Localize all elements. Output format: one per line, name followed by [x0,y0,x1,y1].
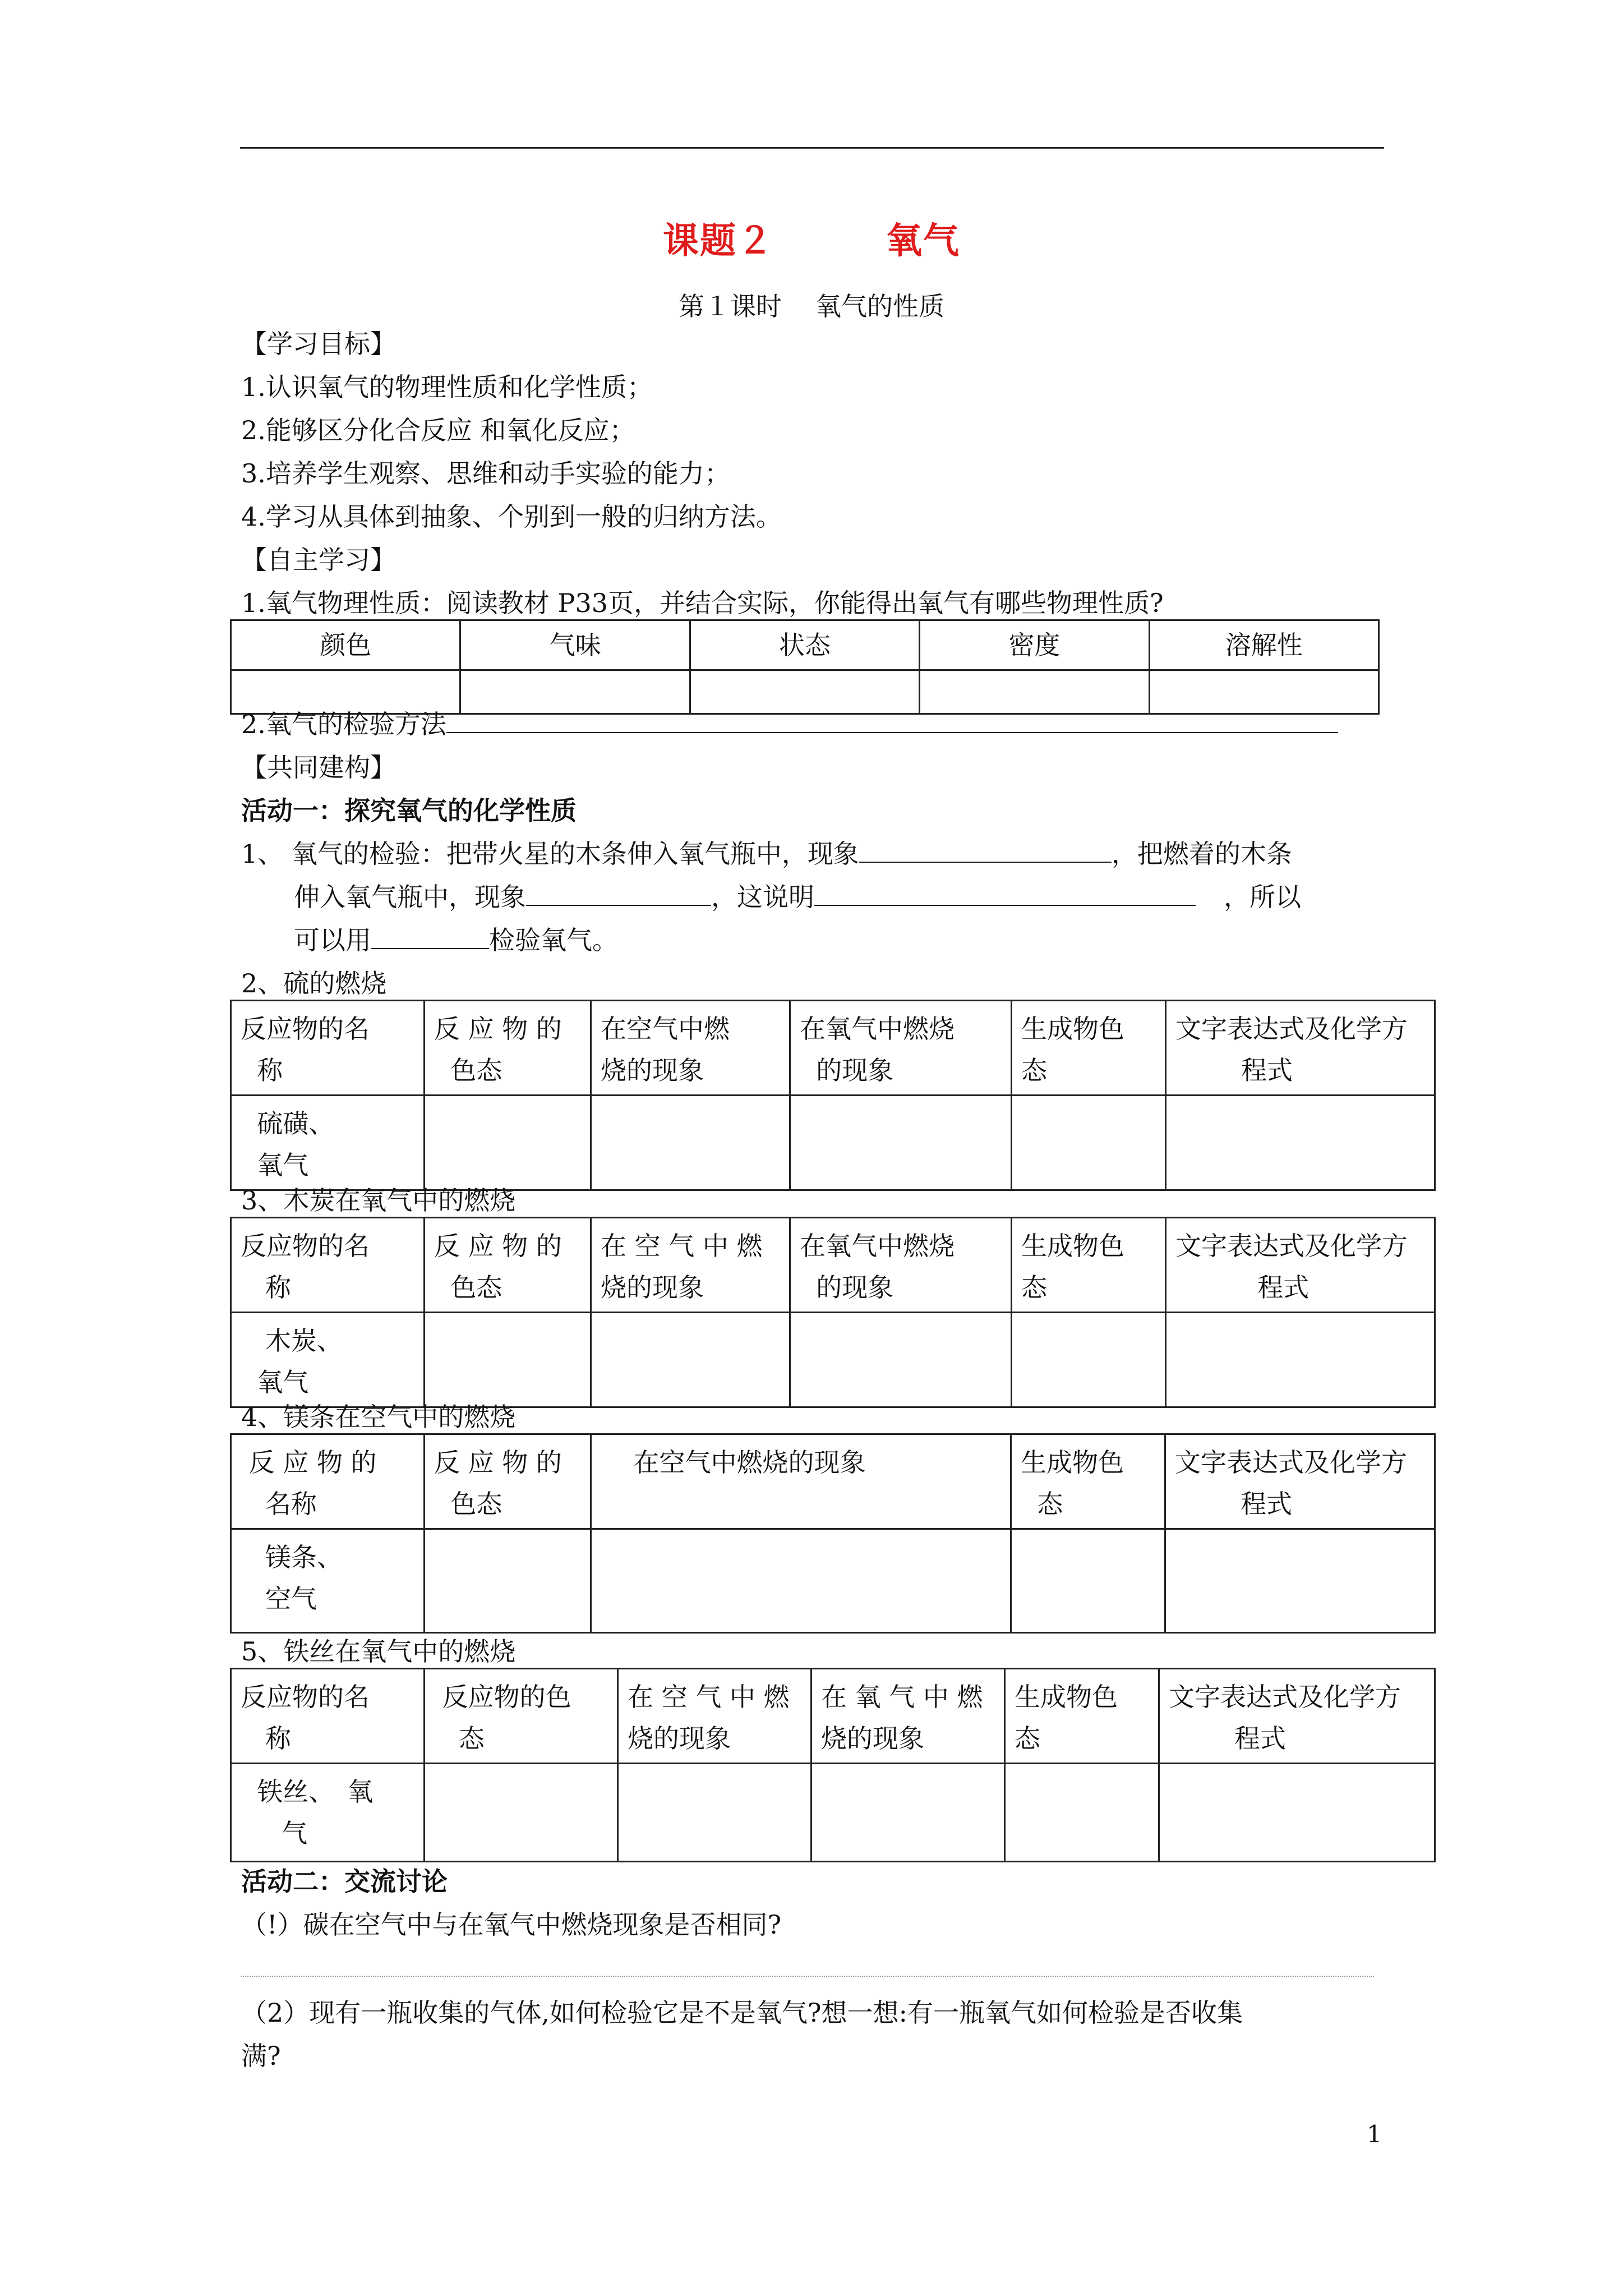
subtitle-period: 第１课时 [679,291,782,321]
th-oxygen-burning: 在 氧 气 中 燃 烧的现象 [811,1669,1005,1764]
reactant-cell: 木炭、 氧气 [231,1313,425,1407]
test-method-line [241,708,1338,740]
answer-cell[interactable] [425,1529,591,1633]
answer-cell[interactable] [790,1313,1012,1407]
q1-text: ，所以 [1224,882,1301,912]
answer-cell[interactable] [1011,1529,1165,1633]
th-product-state: 生成物色 态 [1011,1434,1165,1529]
oxygen-test-line-3 [294,924,618,956]
discussion-q2: （2）现有一瓶收集的气体,如何检验它是不是氧气?想一想:有一瓶氧气如何检验是否收集 [241,1998,1243,2028]
th-product-state: 生成物色 态 [1012,1001,1166,1096]
th-reactant-state: 反应物的色 态 [425,1669,618,1764]
answer-blank[interactable] [859,838,1112,863]
goal-item: 3.培养学生观察、思维和动手实验的能力； [241,458,730,489]
th-oxygen-burning: 在氧气中燃烧 的现象 [790,1001,1012,1096]
answer-blank[interactable] [446,708,1338,733]
header-color: 颜色 [231,620,460,670]
th-air-burning: 在 空 气 中 燃 烧的现象 [618,1669,811,1764]
oxygen-test-line-1 [241,838,1292,869]
th-equation: 文字表达式及化学方 程式 [1166,1001,1435,1096]
page-title [0,212,1623,264]
th-product-state: 生成物色 态 [1012,1218,1166,1313]
subtitle-topic: 氧气的性质 [815,291,944,321]
magnesium-heading: 4、镁条在空气中的燃烧 [241,1402,516,1432]
answer-cell[interactable] [1012,1096,1166,1190]
answer-cell[interactable] [231,670,460,714]
sulfur-heading: 2、硫的燃烧 [241,968,387,999]
answer-cell[interactable] [920,670,1149,714]
q1-text: 可以用 [294,925,371,955]
self-study-heading: 【自主学习】 [241,545,396,575]
header-density: 密度 [920,620,1149,670]
header-state: 状态 [690,620,919,670]
th-reactant-name: 反应物的名 称 [231,1669,425,1764]
q1-text: ，把燃着的木条 [1111,839,1292,869]
answer-cell[interactable] [591,1529,1011,1633]
answer-blank[interactable] [526,881,711,906]
goal-item: 2.能够区分化合反应 和氧化反应； [241,415,635,445]
answer-cell[interactable] [790,1096,1012,1190]
th-air-burning: 在空气中燃 烧的现象 [591,1001,790,1096]
th-product-state: 生成物色 态 [1005,1669,1159,1764]
header-smell: 气味 [460,620,690,670]
reactant-cell: 镁条、 空气 [231,1529,425,1633]
magnesium-table [230,1433,1436,1634]
th-equation: 文字表达式及化学方 程式 [1159,1669,1435,1764]
answer-blank[interactable] [371,924,489,949]
th-reactant-name: 反 应 物 的 名称 [231,1434,425,1529]
th-reactant-name: 反应物的名 称 [231,1218,425,1313]
discussion-q1: （!）碳在空气中与在氧气中燃烧现象是否相同? [241,1910,782,1940]
answer-cell[interactable] [1159,1764,1435,1862]
answer-cell[interactable] [460,670,690,714]
title-topic: 氧气 [886,220,960,262]
answer-blank[interactable] [814,881,1196,906]
answer-cell[interactable] [591,1313,790,1407]
th-equation: 文字表达式及化学方 程式 [1166,1218,1435,1313]
discussion-q2-cont: 满? [241,2041,281,2071]
reactant-cell: 硫磺、 氧气 [231,1096,425,1190]
sulfur-table [230,1000,1436,1191]
answer-cell[interactable] [425,1313,591,1407]
physical-property-question: 1.氧气物理性质：阅读教材 P33页，并结合实际，你能得出氧气有哪些物理性质? [241,588,1164,618]
reactant-cell: 铁丝、 氧 气 [231,1764,425,1862]
header-rule [240,147,1384,149]
answer-cell[interactable] [690,670,919,714]
th-reactant-state: 反 应 物 的 色态 [425,1218,591,1313]
answer-cell[interactable] [1012,1313,1166,1407]
answer-cell[interactable] [1166,1313,1435,1407]
th-reactant-state: 反 应 物 的 色态 [425,1001,591,1096]
q1-text: 伸入氧气瓶中，现象 [294,882,526,912]
iron-table [230,1668,1436,1862]
test-method-label: 2.氧气的检验方法 [241,709,446,739]
answer-rule [241,1976,1374,1977]
page-number: 1 [1367,2120,1382,2148]
iron-heading: 5、铁丝在氧气中的燃烧 [241,1636,516,1667]
th-oxygen-burning: 在氧气中燃烧 的现象 [790,1218,1012,1313]
q1-text: 1、 氧气的检验：把带火星的木条伸入氧气瓶中，现象 [241,839,859,869]
th-air-burning: 在 空 气 中 燃 烧的现象 [591,1218,790,1313]
answer-cell[interactable] [811,1764,1005,1862]
header-solubility: 溶解性 [1149,620,1378,670]
answer-cell[interactable] [1166,1096,1435,1190]
answer-cell[interactable] [1149,670,1378,714]
goals-heading: 【学习目标】 [241,329,396,359]
physical-properties-table [230,619,1380,715]
q1-text: ，这说明 [711,882,814,912]
answer-cell[interactable] [425,1764,618,1862]
th-reactant-name: 反应物的名 称 [231,1001,425,1096]
page-subtitle [0,286,1623,323]
q1-text: 检验氧气。 [489,925,618,955]
answer-cell[interactable] [591,1096,790,1190]
activity-two-heading: 活动二：交流讨论 [241,1866,448,1897]
activity-one-heading: 活动一：探究氧气的化学性质 [241,795,577,826]
answer-cell[interactable] [1165,1529,1435,1633]
goal-item: 4.学习从具体到抽象、个别到一般的归纳方法。 [241,501,782,532]
charcoal-table [230,1217,1436,1408]
th-reactant-state: 反 应 物 的 色态 [425,1434,591,1529]
charcoal-heading: 3、木炭在氧气中的燃烧 [241,1185,516,1216]
title-lesson: 课题２ [663,220,774,262]
answer-cell[interactable] [425,1096,591,1190]
co-construct-heading: 【共同建构】 [241,752,396,783]
answer-cell[interactable] [618,1764,811,1862]
th-equation: 文字表达式及化学方 程式 [1165,1434,1435,1529]
th-air-burning: 在空气中燃烧的现象 [591,1434,1011,1529]
goal-item: 1.认识氧气的物理性质和化学性质； [241,372,653,402]
oxygen-test-line-2 [294,881,1301,913]
answer-cell[interactable] [1005,1764,1159,1862]
